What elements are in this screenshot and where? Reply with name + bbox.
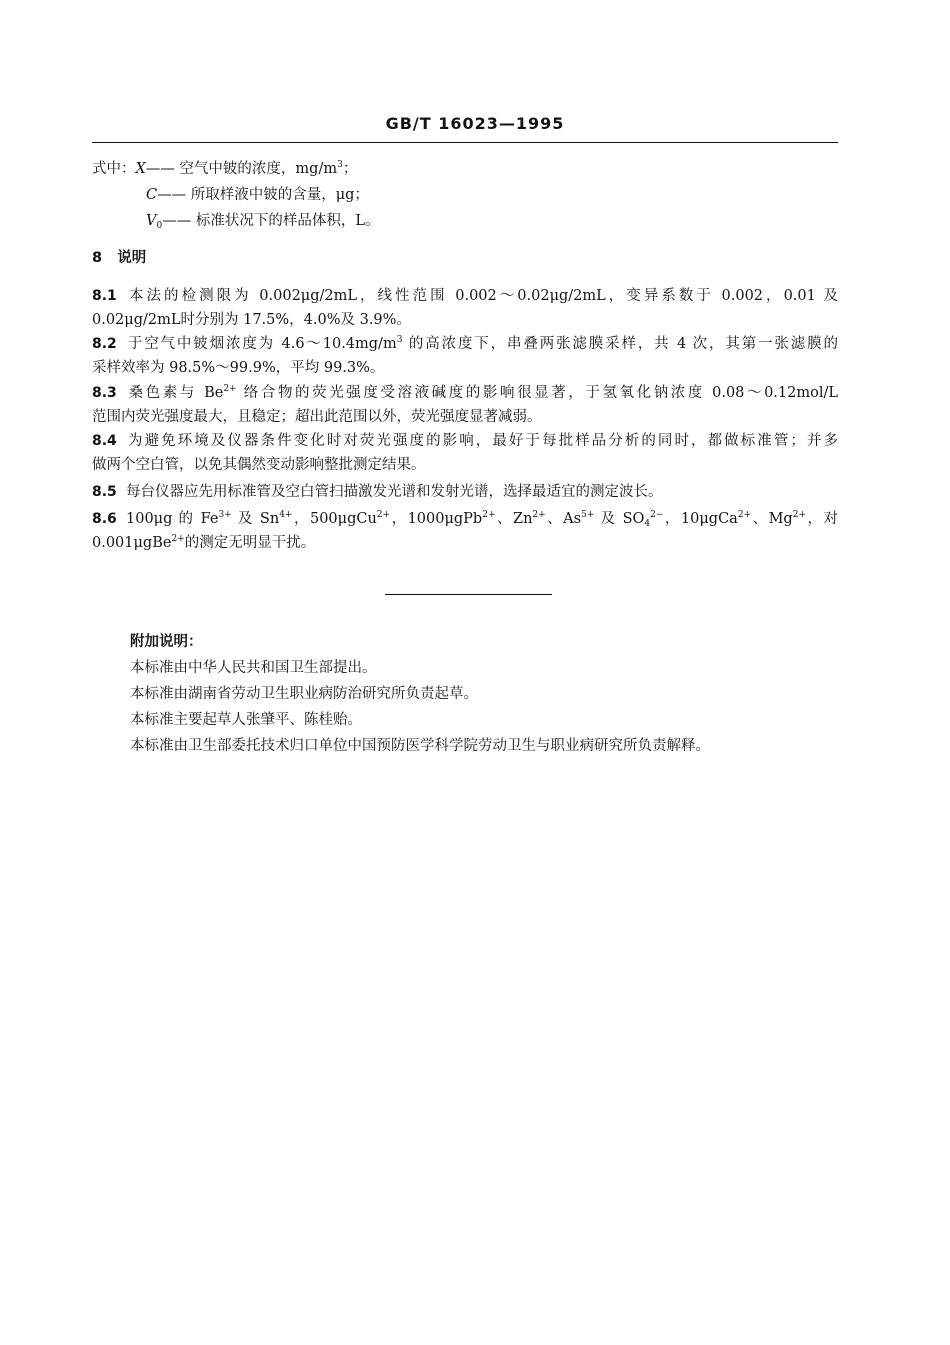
var-c: C — [146, 187, 158, 203]
item-8-6-part: ，1000μgPb — [390, 511, 483, 527]
item-8-1-text-2: 0.02μg/2mL时分别为 17.5%，4.0%及 3.9%。 — [92, 312, 411, 328]
item-8-2-number: 8.2 — [92, 336, 117, 352]
item-8-4-number: 8.4 — [92, 433, 117, 449]
var-v: V — [146, 213, 157, 229]
end-divider — [385, 594, 552, 595]
appendix-line: 本标准主要起草人张肇平、陈桂贻。 — [130, 712, 362, 728]
item-8-6-sup: 2+ — [376, 510, 391, 520]
item-8-5-text-1: 每台仪器应先用标准管及空白管扫描激发光谱和发射光谱，选择最适宜的测定波长。 — [126, 484, 663, 500]
section-8-number: 8 — [92, 250, 103, 266]
item-8-6-part: 及 SO — [594, 511, 645, 527]
item-8-6-part: 、Zn — [495, 511, 533, 527]
item-8-6-sup: 4+ — [279, 510, 293, 520]
item-8-2-text-2: 采样效率为 98.5%～99.9%，平均 99.3%。 — [92, 360, 385, 376]
item-8-3-line-2 — [92, 407, 542, 427]
item-8-3-sup: 2+ — [223, 384, 237, 394]
var-x-desc: —— 空气中铍的浓度，mg/m — [145, 161, 338, 177]
item-8-1-number: 8.1 — [92, 288, 117, 304]
item-8-3-text-2: 范围内荧光强度最大，且稳定；超出此范围以外，荧光强度显著减弱。 — [92, 409, 542, 425]
item-8-2-line-1 — [92, 334, 838, 354]
item-8-6-sup: 2− — [650, 510, 664, 520]
item-8-6-text-2a: 0.001μgBe — [92, 535, 172, 551]
item-8-6-line-2 — [92, 533, 315, 553]
item-8-1-line-2 — [92, 310, 411, 330]
formula-def-x — [92, 159, 357, 179]
header-divider — [92, 142, 838, 143]
appendix-title: 附加说明： — [130, 634, 203, 650]
item-8-6-sub: 4 — [644, 519, 651, 529]
var-x-end: ； — [342, 161, 358, 177]
item-8-6-part: 、As — [545, 511, 582, 527]
item-8-6-sup: 5+ — [581, 510, 595, 520]
item-8-1-line-1 — [92, 286, 838, 306]
item-8-6-sup: 2+ — [532, 510, 546, 520]
item-8-6-part: 、Mg — [751, 511, 793, 527]
var-x: X — [135, 161, 146, 177]
item-8-6-line-1 — [92, 509, 838, 529]
item-8-3-number: 8.3 — [92, 385, 117, 401]
item-8-4-line-1 — [92, 431, 838, 451]
item-8-5-number: 8.5 — [92, 484, 117, 500]
item-8-3-text-1b: 络合物的荧光强度受溶液碱度的影响很显著，于氢氧化钠浓度 0.08～0.12mol/L — [236, 385, 838, 401]
appendix-line: 本标准由卫生部委托技术归口单位中国预防医学科学院劳动卫生与职业病研究所负责解释。 — [130, 738, 710, 754]
item-8-2-text-1a: 于空气中铍烟浓度为 4.6～10.4mg/m — [126, 336, 397, 352]
appendix-line: 本标准由中华人民共和国卫生部提出。 — [130, 660, 377, 676]
item-8-6-number: 8.6 — [92, 511, 117, 527]
item-8-2-text-1b: 的高浓度下，串叠两张滤膜采样，共 4 次，其第一张滤膜的 — [402, 336, 838, 352]
item-8-6-part: 100μg 的 Fe — [126, 511, 219, 527]
item-8-6-part: ，对 — [806, 511, 838, 527]
item-8-4-line-2 — [92, 455, 426, 475]
formula-intro: 式中： — [92, 161, 136, 177]
item-8-2-line-2 — [92, 358, 384, 378]
item-8-4-text-1: 为避免环境及仪器条件变化时对荧光强度的影响，最好于每批样品分析的同时，都做标准管；并多 — [126, 433, 838, 449]
item-8-6-part: ，10μgCa — [663, 511, 738, 527]
var-c-desc: —— 所取样液中铍的含量，μg； — [157, 187, 369, 203]
item-8-6-sup: 3+ — [218, 510, 232, 520]
appendix-line: 本标准由湖南省劳动卫生职业病防治研究所负责起草。 — [130, 686, 478, 702]
formula-def-v — [146, 211, 379, 231]
item-8-6-part: 及 Sn — [231, 511, 280, 527]
item-8-6-sup: 2+ — [482, 510, 496, 520]
item-8-6-sup: 2+ — [792, 510, 806, 520]
section-8-title: 说明 — [117, 250, 147, 266]
var-v-sub: 0 — [156, 221, 163, 231]
page-header-standard-code: GB/T 16023—1995 — [385, 114, 565, 133]
item-8-4-text-2: 做两个空白管，以免其偶然变动影响整批测定结果。 — [92, 457, 426, 473]
item-8-3-text-1a: 桑色素与 Be — [126, 385, 224, 401]
formula-def-c — [146, 185, 369, 205]
var-x-unit-exp: 3 — [337, 160, 343, 170]
item-8-6-text-2b: 的测定无明显干扰。 — [184, 535, 316, 551]
item-8-1-text-1: 本法的检测限为 0.002μg/2mL，线性范围 0.002～0.02μg/2mL，变异系数于 0.002，0.01 及 — [126, 288, 838, 304]
section-8-heading — [92, 248, 146, 268]
item-8-6-line2-sup: 2+ — [171, 534, 185, 544]
item-8-6-sup: 2+ — [737, 510, 752, 520]
item-8-2-sup: 3 — [396, 335, 403, 345]
item-8-6-part: ，500μgCu — [292, 511, 377, 527]
item-8-3-line-1 — [92, 383, 838, 403]
item-8-5-line-1 — [92, 482, 663, 502]
var-v-desc: —— 标准状况下的样品体积，L。 — [162, 213, 380, 229]
